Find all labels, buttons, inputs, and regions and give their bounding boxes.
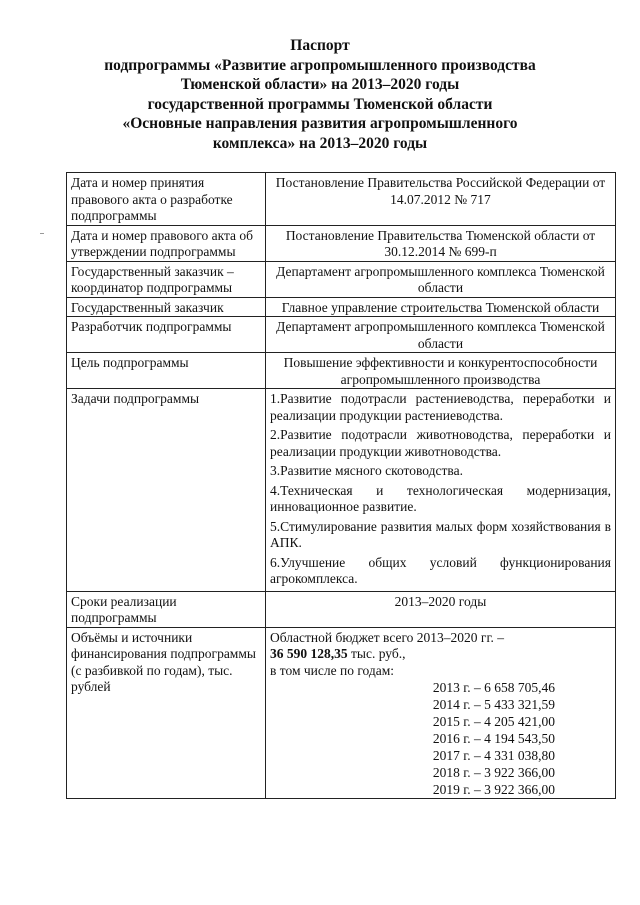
row-label: Сроки реализации подпрограммы (67, 591, 266, 627)
table-row (67, 297, 616, 317)
finance-year-item: 2014 г. – 5 433 321,59 (432, 697, 555, 712)
table-row (67, 627, 616, 799)
row-label: Цель подпрограммы (67, 353, 266, 389)
task-item: 4.Техническая и технологическая модернизация, инновационное развитие. (270, 482, 611, 514)
row-value: Главное управление строительства Тюменской области (266, 297, 616, 317)
finance-value (266, 627, 616, 799)
row-label: Дата и номер правового акта об утверждении подпрограммы (67, 225, 266, 261)
finance-year-item: 2018 г. – 3 922 366,00 (432, 765, 555, 780)
row-label: Дата и номер принятия правового акта о разработке подпрограммы (67, 173, 266, 226)
finance-year-item: 2019 г. – 3 922 366,00 (432, 782, 555, 797)
table-row (67, 261, 616, 297)
table-row (67, 353, 616, 389)
row-value: Департамент агропромышленного комплекса Тюменской области (266, 317, 616, 353)
finance-total: 36 590 128,35 (270, 646, 348, 661)
finance-intro: Областной бюджет всего 2013–2020 гг. – (270, 629, 504, 645)
task-item: 2.Развитие подотрасли животноводства, переработки и реализации продукции животноводства. (270, 427, 611, 459)
scan-mark (40, 233, 44, 234)
row-label: Разработчик подпрограммы (67, 317, 266, 353)
title-line: комплекса» на 2013–2020 годы (212, 134, 428, 152)
row-label: Государственный заказчик (67, 297, 266, 317)
row-value: Повышение эффективности и конкурентоспособности агропромышленного производства (266, 353, 616, 389)
row-value: Постановление Правительства Российской Федерации от 14.07.2012 № 717 (266, 173, 616, 226)
task-item: 6.Улучшение общих условий функционирования агрокомплекса. (270, 554, 611, 586)
row-label: Государственный заказчик – координатор подпрограммы (67, 261, 266, 297)
table-row (67, 591, 616, 627)
finance-total-unit: тыс. руб., (347, 646, 406, 661)
task-item: 5.Стимулирование развития малых форм хозяйствования в АПК. (270, 518, 611, 550)
title-line: Паспорт (290, 37, 350, 54)
task-item: 1.Развитие подотрасли растениеводства, переработки и реализации продукции растениеводства. (270, 391, 611, 423)
title-line: «Основные направления развития агропромышленного (122, 115, 518, 132)
task-item: 3.Развитие мясного скотоводства. (270, 463, 463, 478)
finance-total-line (270, 646, 611, 663)
row-value: Постановление Правительства Тюменской области от 30.12.2014 № 699-п (266, 225, 616, 261)
title-line: государственной программы Тюменской области (147, 95, 493, 113)
table-row (67, 317, 616, 353)
row-value: 2013–2020 годы (266, 591, 616, 627)
table-row (67, 225, 616, 261)
title-line: Тюменской области» на 2013–2020 годы (180, 76, 460, 93)
document-title (40, 36, 600, 153)
finance-year-item: 2013 г. – 6 658 705,46 (432, 680, 555, 695)
finance-year-item: 2016 г. – 4 194 543,50 (432, 731, 555, 746)
table-row (67, 389, 616, 592)
row-label: Объёмы и источники финансирования подпрограммы (с разбивкой по годам), тыс. рублей (67, 627, 266, 799)
finance-year-item: 2015 г. – 4 205 421,00 (432, 714, 555, 729)
row-value: Департамент агропромышленного комплекса Тюменской области (266, 261, 616, 297)
row-label: Задачи подпрограммы (67, 389, 266, 592)
finance-by-years: в том числе по годам: (270, 662, 395, 678)
tasks-list (266, 389, 616, 592)
table-row (67, 173, 616, 226)
finance-years (270, 679, 611, 798)
finance-year-item: 2017 г. – 4 331 038,80 (432, 748, 555, 763)
passport-table (66, 172, 616, 799)
title-line: подпрограммы «Развитие агропромышленного производства (104, 56, 536, 74)
